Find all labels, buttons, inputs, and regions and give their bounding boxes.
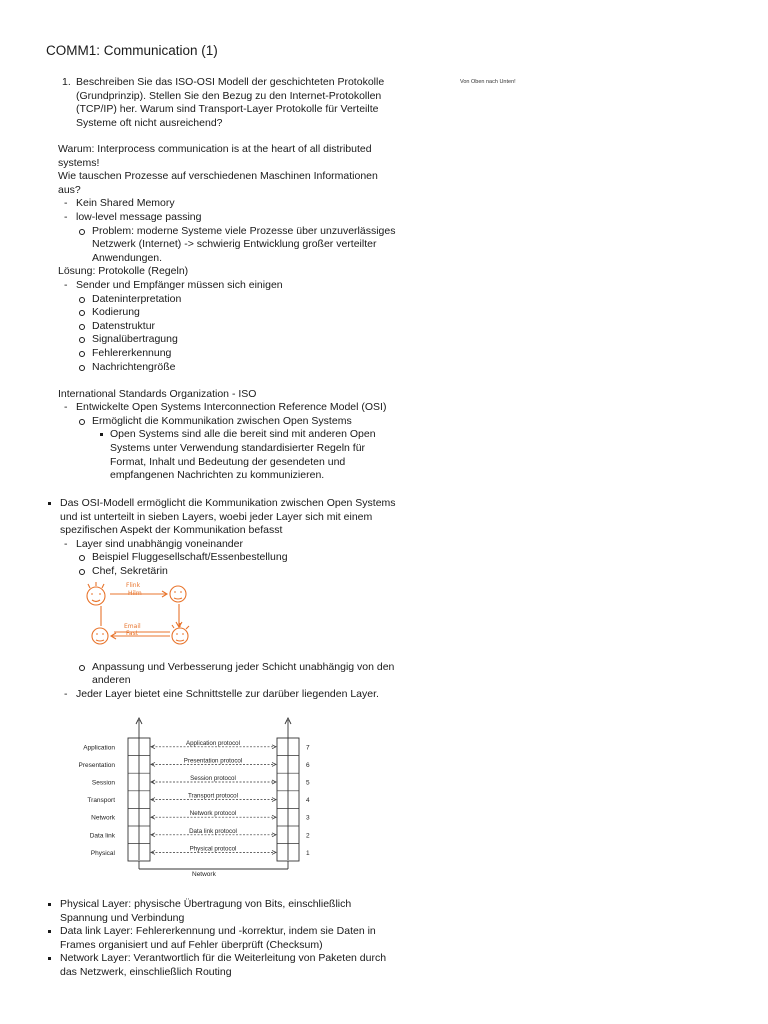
layer-name: Presentation [78,761,115,769]
network-label: Network [192,871,216,878]
bullet-item: Physical Layer: physische Übertragung von Bits, einschließlich Spannung und Verbindung [46,898,398,925]
face-icon [92,628,108,644]
layer-number: 5 [306,779,310,787]
list-subitem: Signalübertragung [58,333,398,347]
warum-question: Wie tauschen Prozesse auf verschiedenen Maschinen Informationen aus? [58,170,378,196]
list-item: - Layer sind unabhängig voneinander [58,538,398,552]
layer-name: Network [91,814,115,822]
list-subitem: Nachrichtengröße [58,361,398,375]
layer-number: 2 [306,832,310,840]
question-text: Beschreiben Sie das ISO-OSI Modell der geschichteten Protokolle (Grundprinzip). Stellen Sie den Bezug zu den Internet-Protokollen (TCP/IP) her. Warum sind Transport-Layer Protokolle für Verteilte Systeme oft nicht ausreichend? [76,76,385,129]
face-icon [87,587,105,605]
list-subitem: Anpassung und Verbesserung jeder Schicht unabhängig von den anderen [58,661,398,688]
osi-layer-diagram [70,712,330,882]
layer-name: Transport [87,797,115,805]
protocol-label: Transport protocol [188,792,238,800]
protocol-label: Application protocol [185,739,241,747]
bullet-item: Network Layer: Verantwortlich für die Weiterleitung von Paketen durch das Netzwerk, einschließlich Routing [46,952,398,979]
layer-name: Physical [90,849,115,857]
side-note: Von Oben nach Unten! [460,79,516,85]
layer-name: Application [83,744,115,752]
loesung-heading: Lösung: Protokolle (Regeln) [58,265,189,278]
list-item: - Sender und Empfänger müssen sich einigen [58,279,398,293]
layer-name: Data link [89,832,115,840]
list-subitem: Dateninterpretation [58,293,398,307]
face-icon [170,586,186,602]
sketch-label: Email [124,623,141,630]
protocol-label: Presentation protocol [183,757,243,765]
layer-number: 6 [306,761,310,769]
osi-intro: Das OSI-Modell ermöglicht die Kommunikation zwischen Open Systems und ist unterteilt in sieben Layers, woebi jeder Layer sich mit einem spezifischen Aspekt der Kommunikation befasst [46,497,398,538]
list-item: - Jeder Layer bietet eine Schnittstelle zur darüber liegenden Layer. [58,688,398,702]
protocol-label: Network protocol [189,810,237,818]
list-detail: Open Systems sind alle die bereit sind mit anderen Open Systems unter Verwendung standardisierter Regeln für Format, Inhalt und Bedeutung der gesendeten und empfangenen Nachrichten zu kommunizieren. [58,428,398,482]
layer-bullets [46,898,398,980]
sketch-label: Hilm [128,590,142,597]
face-icon [172,628,188,644]
list-subitem: Kodierung [58,306,398,320]
list-item: - Kein Shared Memory [58,197,398,211]
layer-name: Session [91,779,115,787]
list-item: - Entwickelte Open Systems Interconnection Reference Model (OSI) [58,401,398,415]
sketch-label: Flink [126,582,141,589]
warum-section [58,143,398,483]
layer-number: 7 [306,744,310,752]
page-title: COMM1: Communication (1) [46,43,218,58]
protocol-label: Data link protocol [189,827,237,835]
protocol-label: Session protocol [190,775,236,782]
protocol-label: Physical protocol [189,845,237,853]
layer-number: 1 [306,849,310,857]
question-number: 1. [62,76,71,88]
iso-heading: International Standards Organization - ISO [58,387,257,400]
list-subitem: Beispiel Fluggesellschaft/Essenbestellung [58,551,398,565]
layer-number: 3 [306,814,310,822]
chef-sekretaerin-sketch [82,576,232,650]
list-subitem: Ermöglicht die Kommunikation zwischen Open Systems [58,415,398,429]
sketch-label: Fast [126,630,139,637]
problem-item: Problem: moderne Systeme viele Prozesse über unzuverlässiges Netzwerk (Internet) -> schwierig Entwicklung großer verteilter Anwendungen. [58,225,398,266]
list-subitem: Datenstruktur [58,320,398,334]
list-item: - low-level message passing [58,211,398,225]
list-subitem: Chef, Sekretärin [58,565,398,579]
layer-number: 4 [306,797,310,805]
list-subitem: Fehlererkennung [58,347,398,361]
bullet-item: Data link Layer: Fehlererkennung und -korrektur, indem sie Daten in Frames organisiert und auf Fehler überprüft (Checksum) [46,925,398,952]
warum-line: Warum: Interprocess communication is at the heart of all distributed systems! [58,143,372,169]
